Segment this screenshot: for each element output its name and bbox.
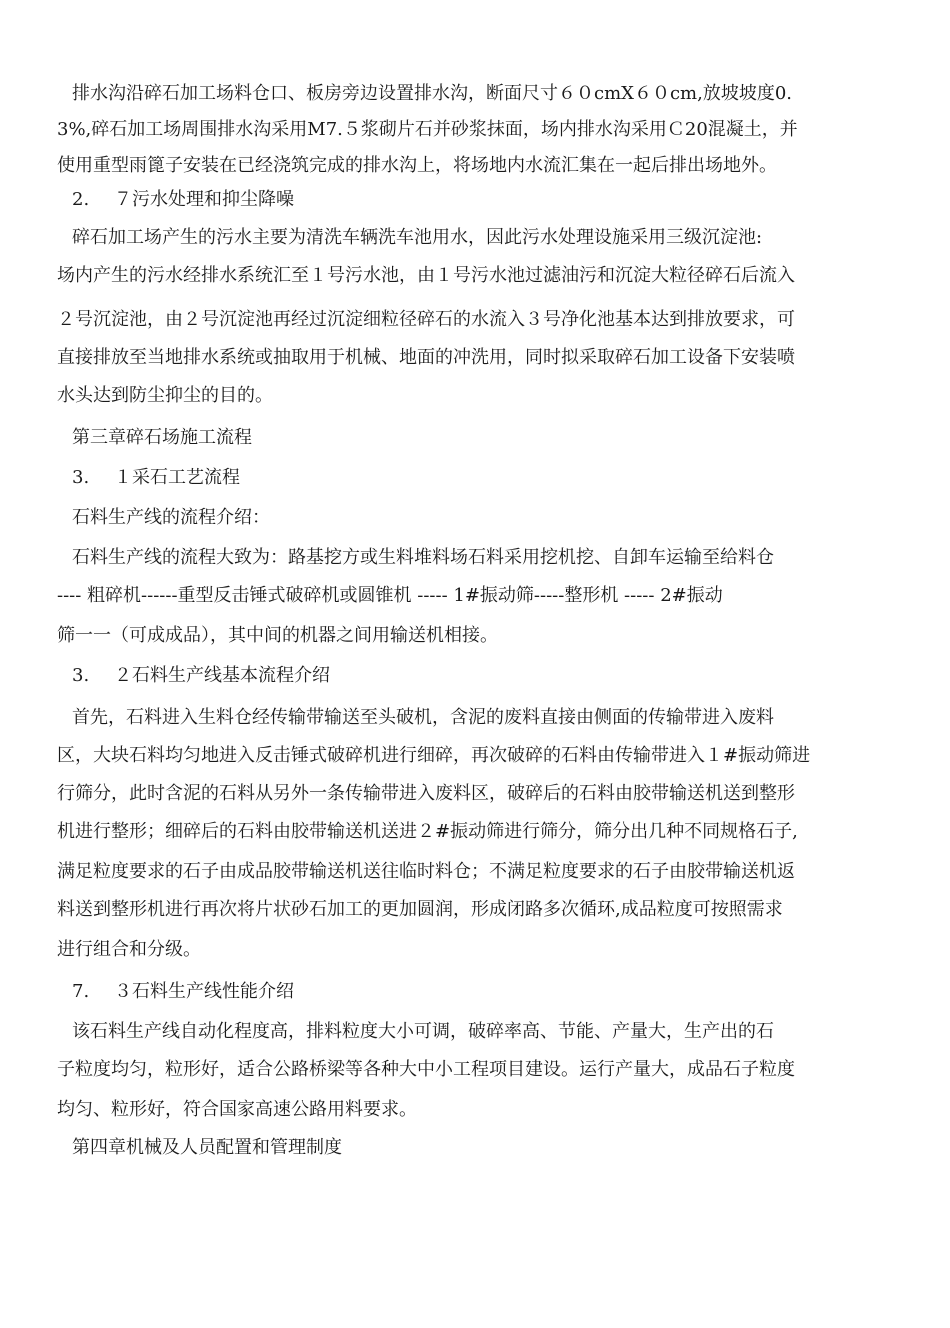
text-line: 进行组合和分级。 [57,939,201,960]
chapter-heading: 第三章碎石场施工流程 [72,427,252,448]
section-title: １采石工艺流程 [114,467,240,488]
section-heading [72,466,240,490]
section-number: 7. [72,981,90,1002]
section-title: ３石料生产线性能介绍 [114,981,294,1002]
text-line: 机进行整形；细碎后的石料由胶带输送机送进２#振动筛进行筛分，筛分出几种不同规格石子, [57,821,798,842]
text-line: 行筛分，此时含泥的石料从另外一条传输带进入废料区，破碎后的石料由胶带输送机送到整形 [57,783,795,804]
text-line: 碎石加工场产生的污水主要为清洗车辆洗车池用水，因此污水处理设施采用三级沉淀池: [72,227,763,248]
section-heading [72,188,294,212]
text-line: 区，大块石料均匀地进入反击锤式破碎机进行细碎，再次破碎的石料由传输带进入１#振动筛进 [57,745,811,766]
section-title: ２石料生产线基本流程介绍 [114,665,330,686]
text-line: 料送到整形机进行再次将片状砂石加工的更加圆润，形成闭路多次循环,成品粒度可按照需求 [57,899,783,920]
text-line: 场内产生的污水经排水系统汇至１号污水池，由１号污水池过滤油污和沉淀大粒径碎石后流入 [57,265,795,286]
text-line: 使用重型雨篦子安装在已经浇筑完成的排水沟上，将场地内水流汇集在一起后排出场地外。 [57,155,777,176]
text-line: 直接排放至当地排水系统或抽取用于机械、地面的冲洗用，同时拟采取碎石加工设备下安装喷 [57,347,795,368]
text-line: 3%,碎石加工场周围排水沟采用M7.５浆砌片石并砂浆抹面，场内排水沟采用Ｃ20混凝土，并 [57,119,798,140]
text-line: 首先，石料进入生料仓经传输带输送至头破机，含泥的废料直接由侧面的传输带进入废料 [72,707,774,728]
section-number: 2. [72,189,90,210]
text-line: 该石料生产线自动化程度高，排料粒度大小可调，破碎率高、节能、产量大，生产出的石 [72,1021,774,1042]
section-heading [72,664,330,688]
text-line: 排水沟沿碎石加工场料仓口、板房旁边设置排水沟，断面尺寸６０cmX６０cm,放坡坡度0. [72,83,793,104]
section-number: 3. [72,665,90,686]
text-line: 子粒度均匀，粒形好，适合公路桥梁等各种大中小工程项目建设。运行产量大，成品石子粒度 [57,1059,795,1080]
text-line: 水头达到防尘抑尘的目的。 [57,385,273,406]
text-line: 满足粒度要求的石子由成品胶带输送机送往临时料仓；不满足粒度要求的石子由胶带输送机返 [57,861,795,882]
text-line: 石料生产线的流程大致为：路基挖方或生料堆料场石料采用挖机挖、自卸车运输至给料仓 [72,547,774,568]
text-line: ---- 粗碎机------重型反击锤式破碎机或圆锥机 ----- 1#振动筛-----整形机 ----- 2#振动 [57,585,723,606]
text-line: ２号沉淀池，由２号沉淀池再经过沉淀细粒径碎石的水流入３号净化池基本达到排放要求，可 [57,309,795,330]
text-line: 筛一一（可成成品），其中间的机器之间用输送机相接。 [57,625,498,646]
text-line: 石料生产线的流程介绍： [72,507,270,528]
section-title: ７污水处理和抑尘降噪 [114,189,294,210]
section-heading [72,980,294,1004]
section-number: 3. [72,467,90,488]
text-line: 均匀、粒形好，符合国家高速公路用料要求。 [57,1099,417,1120]
chapter-heading: 第四章机械及人员配置和管理制度 [72,1137,342,1158]
